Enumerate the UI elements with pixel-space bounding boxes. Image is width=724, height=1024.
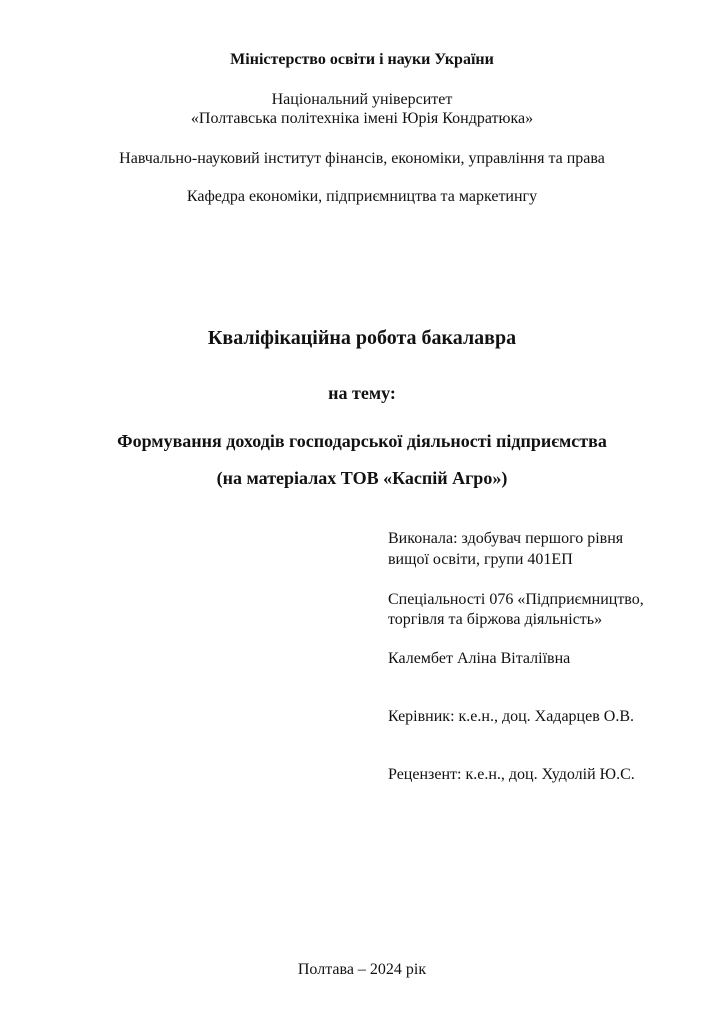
performed-by-line2: вищої освіти, групи 401ЕП: [388, 551, 573, 568]
department-name: Кафедра економіки, підприємництва та маркетингу: [186, 188, 538, 205]
topic-title-line1: Формування доходів господарської діяльності підприємства: [117, 431, 607, 451]
student-name: Калембет Аліна Віталіївна: [388, 650, 571, 667]
topic-title-line2: (на матеріалах ТОВ «Каспій Агро»): [216, 468, 508, 488]
institute-name: Навчально-науковий інститут фінансів, економіки, управління та права: [119, 150, 605, 167]
specialty-line1: Спеціальності 076 «Підприємництво,: [388, 591, 644, 608]
specialty-line2: торгівля та біржова діяльність»: [388, 611, 603, 628]
university-name-line2: «Полтавська політехніка імені Юрія Кондратюка»: [190, 110, 534, 127]
supervisor: Керівник: к.е.н., доц. Хадарцев О.В.: [388, 708, 634, 725]
on-topic-label: на тему:: [328, 383, 396, 403]
city-year-footer: Полтава – 2024 рік: [297, 961, 427, 978]
university-name-line1: Національний університет: [271, 91, 453, 108]
work-type-heading: Кваліфікаційна робота бакалавра: [207, 327, 517, 349]
reviewer: Рецензент: к.е.н., доц. Худолій Ю.С.: [388, 766, 635, 783]
performed-by-line1: Виконала: здобувач першого рівня: [388, 530, 624, 547]
ministry-heading: Міністерство освіти і науки України: [230, 51, 494, 68]
